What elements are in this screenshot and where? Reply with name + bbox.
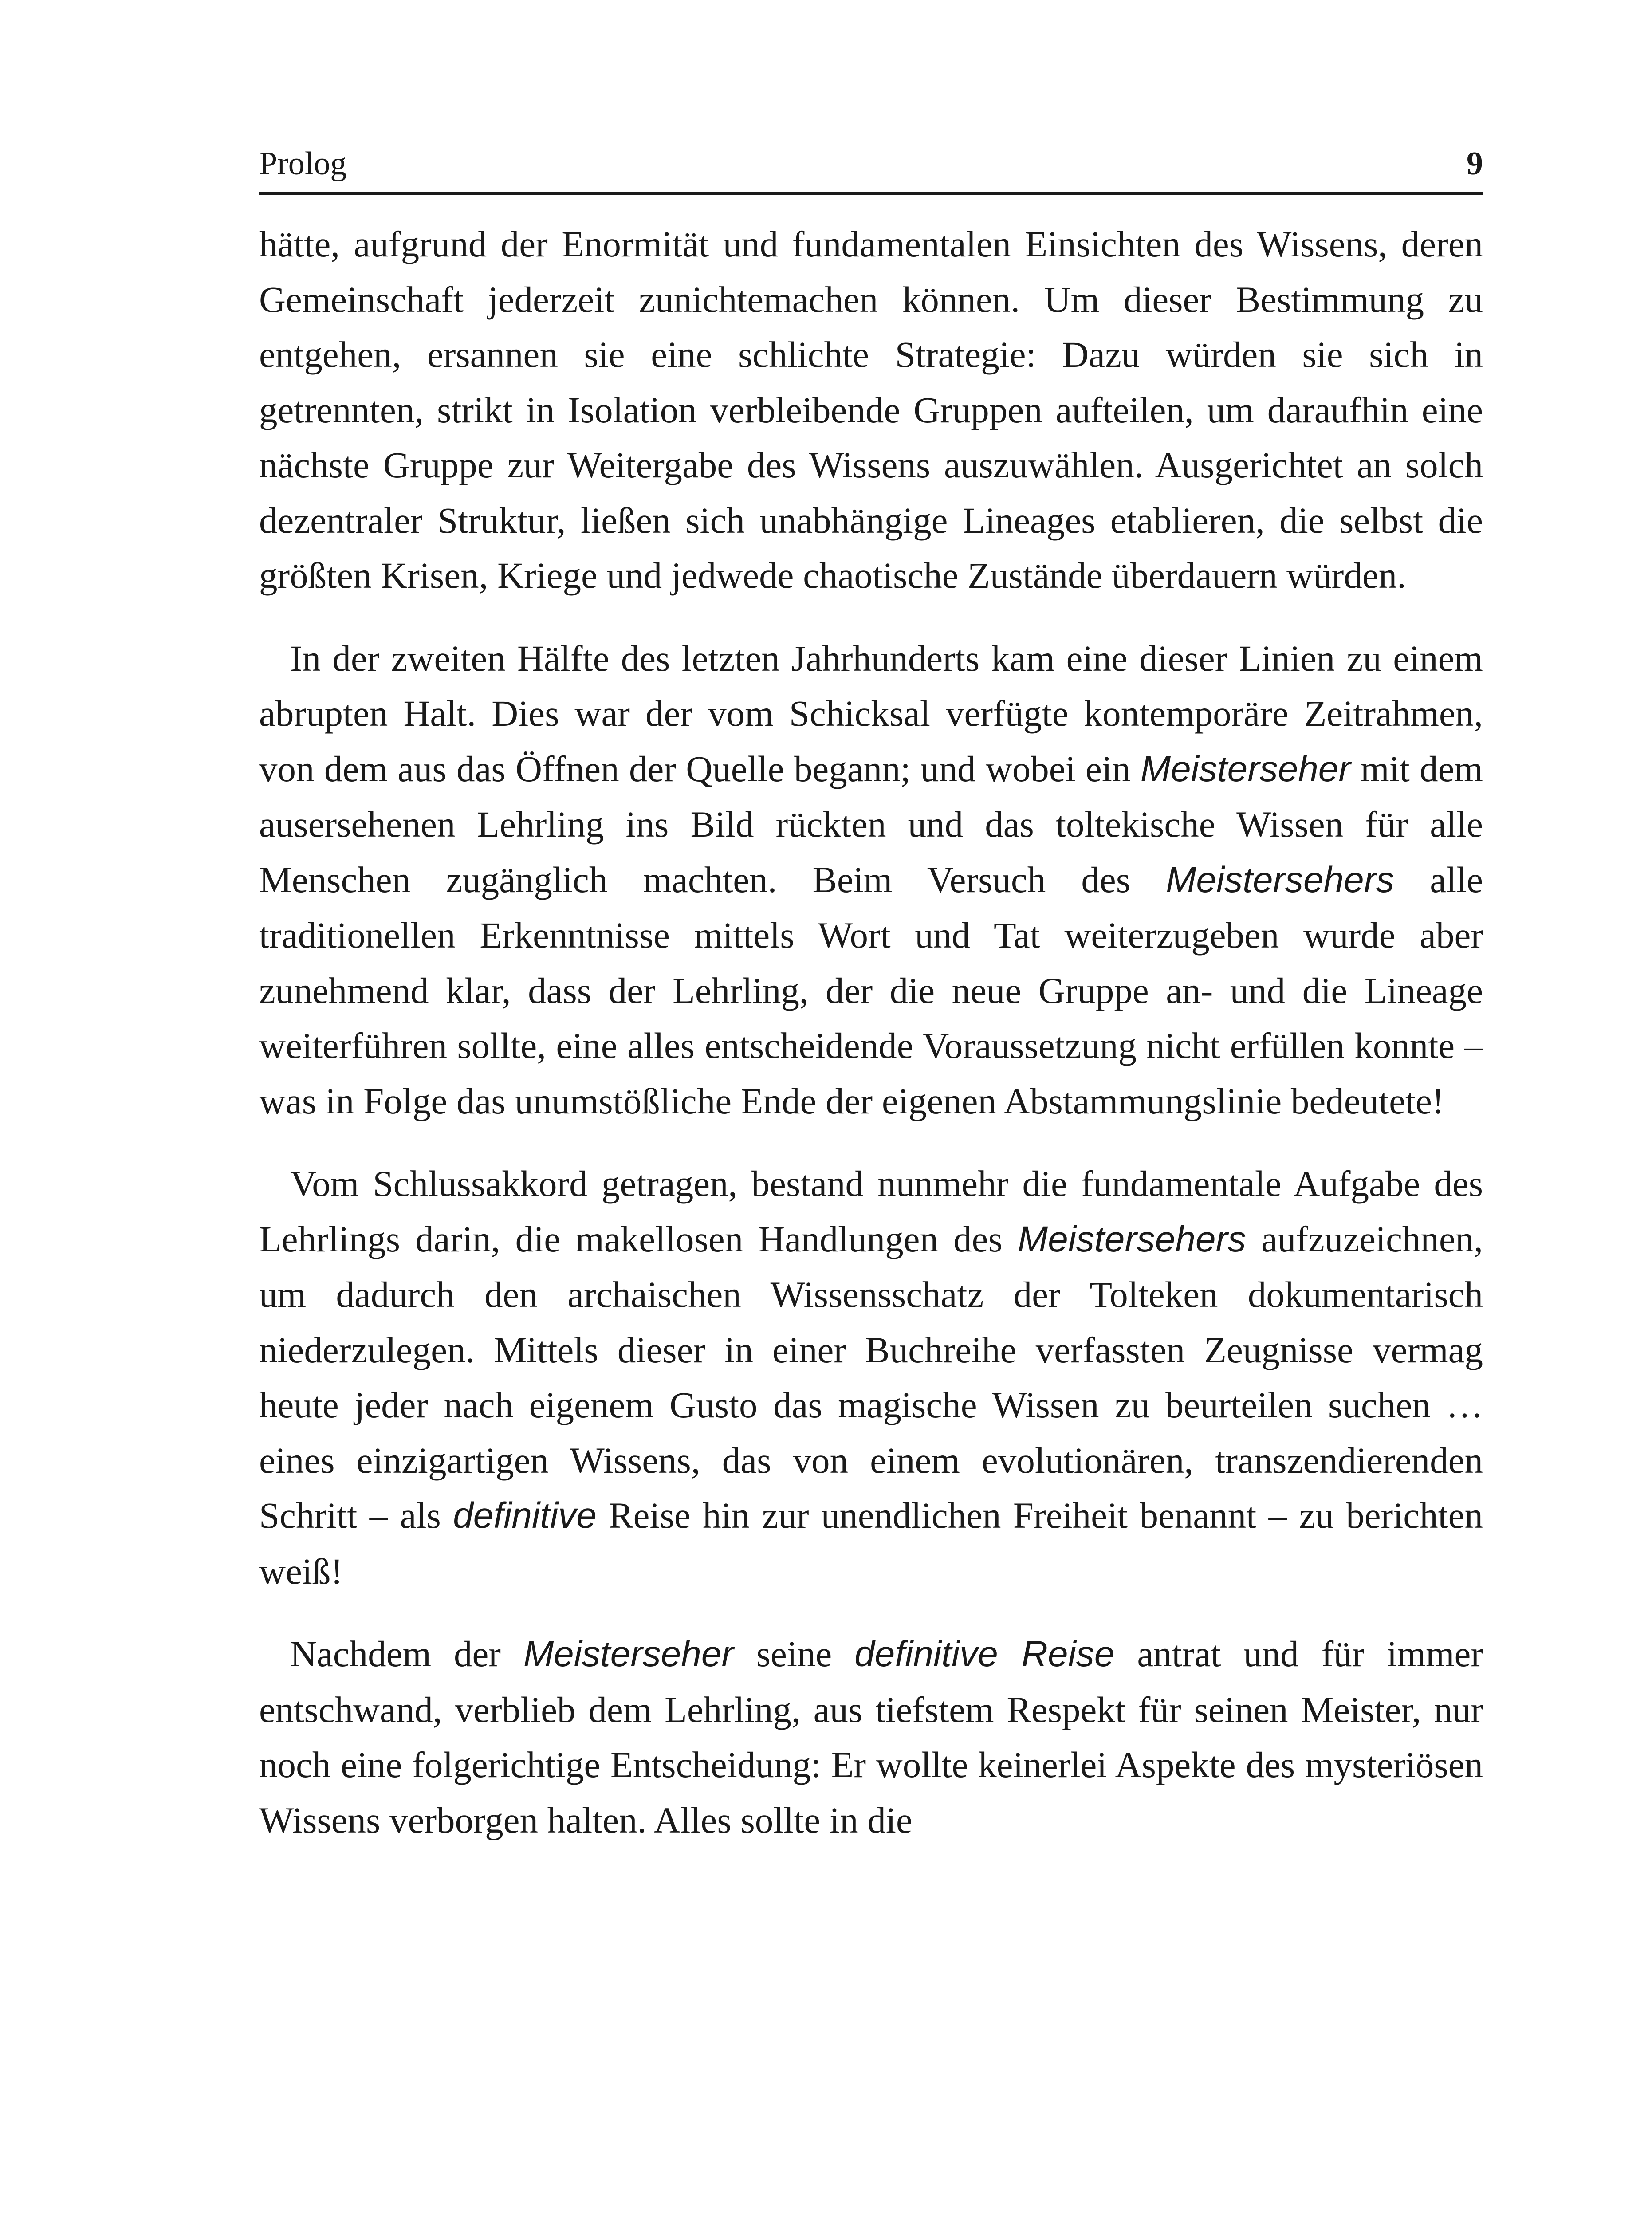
text-run: alle traditionellen Erkenntnisse mittels Wort und Tat weiterzugeben wurde aber zunehmend klar, dass der Lehrling, der die neue Gruppe an- und die Lineage weiterführen sollte, eine alles entscheidende Voraussetzung nicht erfüllen konnte – was in Folge das unumstößliche Ende der eigenen Abstammungslinie bedeutete! bbox=[259, 859, 1483, 1121]
emphasized-term: Meisterseher bbox=[523, 1634, 734, 1674]
emphasized-term: Meisterseher bbox=[1140, 748, 1351, 789]
emphasized-term: Meistersehers bbox=[1166, 859, 1395, 900]
paragraph bbox=[259, 1626, 1483, 1848]
paragraph bbox=[259, 216, 1483, 603]
text-run: hätte, aufgrund der Enormität und fundamentalen Einsichten des Wissens, deren Gemeinschaft jederzeit zunichtemachen können. Um dieser Bestimmung zu entgehen, ersannen sie eine schlichte Strategie: Dazu würden sie sich in getrennten, strikt in Isolation verbleibende Gruppen aufteilen, um daraufhin eine nächste Gruppe zur Weitergabe des Wissens auszuwählen. Ausgerichtet an solch dezentraler Struktur, ließen sich unabhängige Lineages etablieren, die selbst die größten Krisen, Kriege und jedwede chaotische Zustände überdauern würden. bbox=[259, 224, 1483, 596]
running-header bbox=[259, 146, 1483, 195]
text-run: mit dem ausersehenen Lehrling ins Bild rückten und das toltekische Wissen für alle Menschen zugänglich machten. Beim Versuch des bbox=[259, 748, 1483, 900]
text-run: Vom Schlussakkord getragen, bestand nunmehr die fundamentale Aufgabe des Lehrlings darin, die makellosen Handlungen des bbox=[259, 1163, 1483, 1259]
page-number: 9 bbox=[1467, 146, 1483, 182]
running-title: Prolog bbox=[259, 146, 347, 182]
text-run: antrat und für immer entschwand, verblieb dem Lehrling, aus tiefstem Respekt für seinen Meister, nur noch eine folgerichtige Entscheidung: Er wollte keinerlei Aspekte des mysteriösen Wissens verborgen halten. Alles sollte in die bbox=[259, 1633, 1483, 1840]
text-run: Reise hin zur unendlichen Freiheit benannt – zu berichten weiß! bbox=[259, 1495, 1483, 1592]
emphasized-term: definitive Reise bbox=[854, 1634, 1115, 1674]
text-run: In der zweiten Hälfte des letzten Jahrhunderts kam eine dieser Linien zu einem abrupten Halt. Dies war der vom Schicksal verfügte kontemporäre Zeitrahmen, von dem aus das Öffnen der Quelle begann; und wobei ein bbox=[259, 637, 1483, 789]
text-run: aufzuzeichnen, um dadurch den archaischen Wissensschatz der Tolteken dokumentarisch niederzulegen. Mittels dieser in einer Buchreihe verfassten Zeugnisse vermag heute jeder nach eigenem Gusto das magische Wissen zu beurteilen suchen … eines einzigartigen Wissens, das von einem evolutionären, transzendierenden Schritt – als bbox=[259, 1218, 1483, 1536]
paragraph bbox=[259, 631, 1483, 1129]
body-text bbox=[259, 216, 1483, 1848]
text-run: Nachdem der bbox=[290, 1633, 523, 1674]
text-run: seine bbox=[733, 1633, 855, 1674]
emphasized-term: definitive bbox=[453, 1495, 597, 1536]
emphasized-term: Meistersehers bbox=[1017, 1219, 1246, 1259]
paragraph bbox=[259, 1156, 1483, 1599]
book-page bbox=[259, 146, 1483, 1848]
